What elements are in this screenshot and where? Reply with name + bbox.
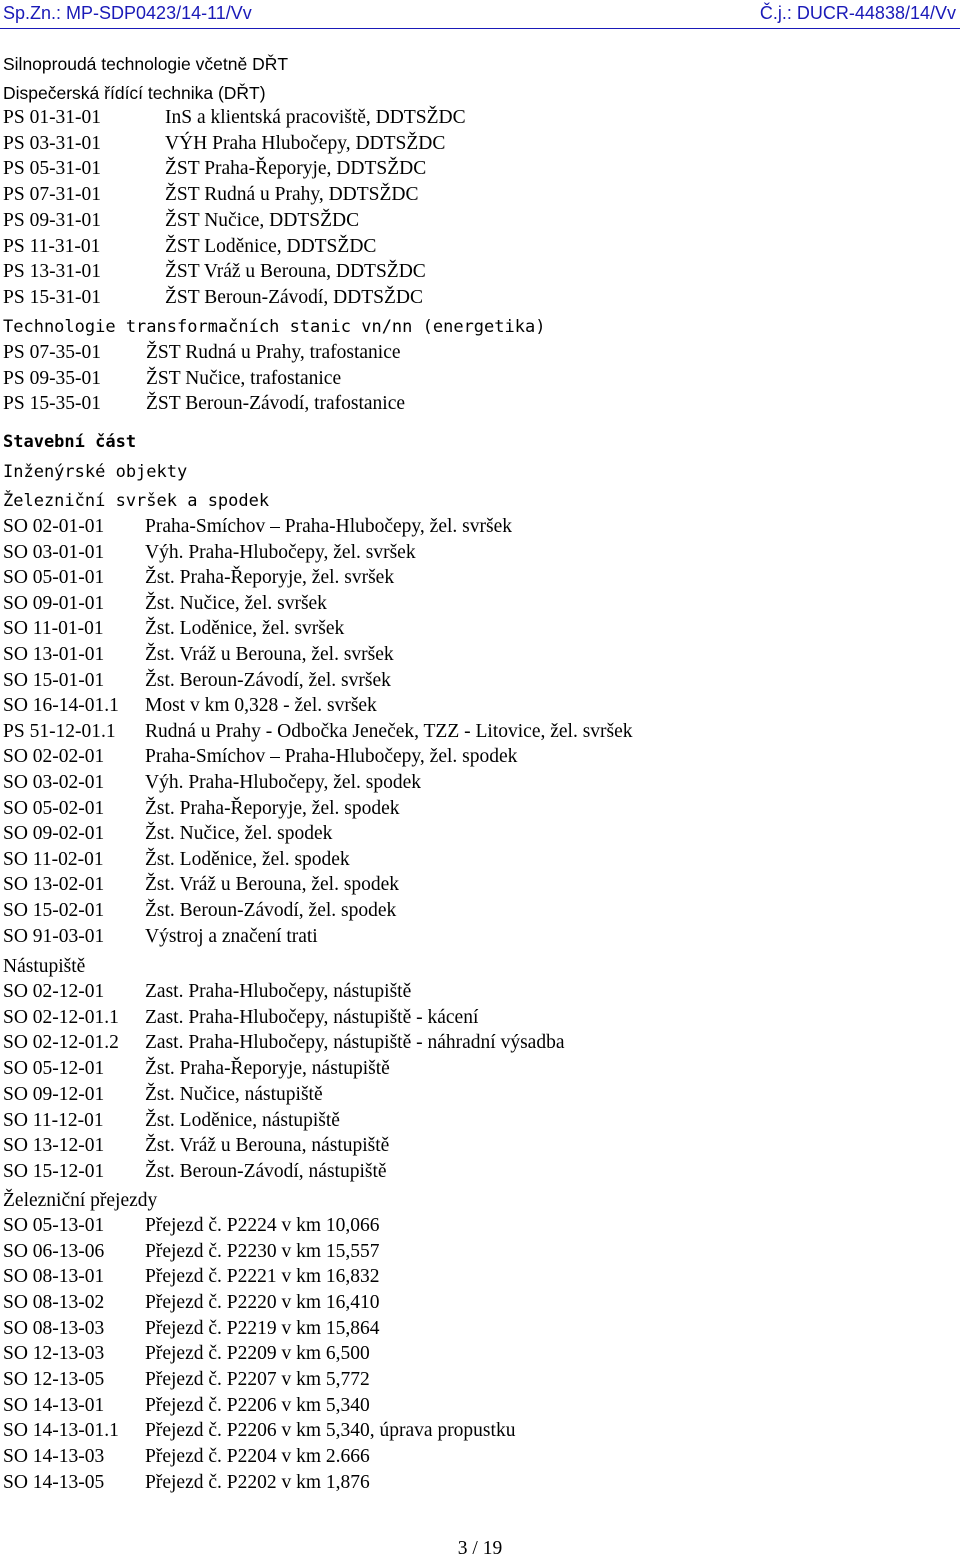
header-reference-number: Č.j.: DUCR-44838/14/Vv xyxy=(759,3,956,23)
item-code: SO 91-03-01 xyxy=(3,925,105,947)
item-description: Žst. Loděnice, žel. svršek xyxy=(145,618,345,640)
item-description: Zast. Praha-Hlubočepy, nástupiště xyxy=(145,981,412,1002)
item-code: SO 09-02-01 xyxy=(3,823,105,845)
item-code: SO 12-13-05 xyxy=(3,1368,105,1390)
item-code: SO 05-02-01 xyxy=(3,797,105,819)
item-code: SO 09-12-01 xyxy=(3,1083,105,1105)
item-code: PS 03-31-01 xyxy=(3,132,102,154)
item-code: PS 51-12-01.1 xyxy=(3,720,116,742)
item-description: Žst. Praha-Řeporyje, žel. svršek xyxy=(145,567,395,589)
item-description: Zast. Praha-Hlubočepy, nástupiště - kácení xyxy=(145,1006,479,1028)
item-code: PS 15-31-01 xyxy=(3,286,102,308)
item-code: SO 09-01-01 xyxy=(3,592,105,614)
item-description: Žst. Vráž u Berouna, nástupiště xyxy=(145,1135,390,1157)
item-code: SO 08-13-03 xyxy=(3,1317,105,1339)
item-code: SO 02-02-01 xyxy=(3,746,105,768)
item-code: PS 09-31-01 xyxy=(3,209,102,231)
page-number: 3 / 19 xyxy=(457,1538,503,1559)
item-description: ŽST Loděnice, DDTSŽDC xyxy=(165,235,377,257)
item-code: SO 14-13-01 xyxy=(3,1394,105,1416)
item-description: Žst. Loděnice, žel. spodek xyxy=(145,848,350,870)
item-description: Žst. Beroun-Závodí, žel. svršek xyxy=(145,669,391,691)
item-code: SO 05-01-01 xyxy=(3,567,105,589)
item-code: SO 08-13-02 xyxy=(3,1291,105,1313)
item-code: SO 11-12-01 xyxy=(3,1109,104,1131)
item-description: Žst. Nučice, nástupiště xyxy=(145,1083,323,1105)
item-code: PS 01-31-01 xyxy=(3,107,102,128)
item-code: PS 15-35-01 xyxy=(3,393,102,415)
item-code: SO 05-13-01 xyxy=(3,1215,105,1236)
item-code: PS 13-31-01 xyxy=(3,261,102,283)
item-description: Přejezd č. P2219 v km 15,864 xyxy=(145,1317,380,1339)
section-title: Technologie transformačních stanic vn/nn (energetika) xyxy=(3,317,546,337)
section-subtitle: Dispečerská řídící technika (DŘT) xyxy=(3,83,266,103)
item-description: ŽST Beroun-Závodí, DDTSŽDC xyxy=(165,286,423,308)
item-description: Přejezd č. P2220 v km 16,410 xyxy=(145,1291,380,1313)
item-description: ŽST Vráž u Berouna, DDTSŽDC xyxy=(165,261,426,283)
item-description: Žst. Beroun-Závodí, žel. spodek xyxy=(145,900,397,921)
item-description: Přejezd č. P2221 v km 16,832 xyxy=(145,1266,380,1288)
item-code: SO 02-12-01 xyxy=(3,981,105,1002)
item-description: ŽST Praha-Řeporyje, DDTSŽDC xyxy=(165,158,427,180)
header-file-number: Sp.Zn.: MP-SDP0423/14-11/Vv xyxy=(3,3,252,23)
item-description: Žst. Praha-Řeporyje, nástupiště xyxy=(145,1058,390,1080)
item-code: SO 14-13-05 xyxy=(3,1471,105,1493)
item-code: PS 07-31-01 xyxy=(3,184,102,206)
item-description: ŽST Rudná u Prahy, DDTSŽDC xyxy=(165,184,419,206)
item-description: Žst. Beroun-Závodí, nástupiště xyxy=(145,1160,387,1182)
section-title: Železniční svršek a spodek xyxy=(3,491,270,511)
item-code: SO 15-12-01 xyxy=(3,1160,105,1182)
item-description: Přejezd č. P2224 v km 10,066 xyxy=(145,1215,380,1236)
item-description: Žst. Nučice, žel. spodek xyxy=(145,823,333,845)
item-code: PS 05-31-01 xyxy=(3,158,102,180)
item-description: Žst. Vráž u Berouna, žel. svršek xyxy=(145,644,394,665)
section-title: Nástupiště xyxy=(3,956,86,977)
item-code: SO 05-12-01 xyxy=(3,1058,105,1080)
section-title: Silnoproudá technologie včetně DŘT xyxy=(3,54,289,74)
item-description: Přejezd č. P2206 v km 5,340, úprava propustku xyxy=(145,1420,516,1442)
item-description: Zast. Praha-Hlubočepy, nástupiště - náhradní výsadba xyxy=(145,1032,565,1054)
item-code: PS 11-31-01 xyxy=(3,235,101,257)
item-description: Výstroj a značení trati xyxy=(145,925,318,947)
item-description: Most v km 0,328 - žel. svršek xyxy=(145,695,377,717)
section-subtitle: Inženýrské objekty xyxy=(3,462,188,482)
item-code: SO 12-13-03 xyxy=(3,1343,105,1365)
item-code: SO 15-01-01 xyxy=(3,669,105,691)
section-title: Železniční přejezdy xyxy=(3,1190,158,1211)
item-code: SO 14-13-01.1 xyxy=(3,1420,119,1442)
item-code: SO 08-13-01 xyxy=(3,1266,105,1288)
item-description: Výh. Praha-Hlubočepy, žel. spodek xyxy=(145,772,421,793)
item-description: ŽST Nučice, trafostanice xyxy=(146,367,342,389)
item-description: Žst. Vráž u Berouna, žel. spodek xyxy=(145,874,400,896)
header-divider xyxy=(0,28,960,29)
item-code: SO 11-01-01 xyxy=(3,618,104,640)
item-code: SO 13-02-01 xyxy=(3,874,105,896)
item-description: InS a klientská pracoviště, DDTSŽDC xyxy=(165,107,466,128)
item-description: Výh. Praha-Hlubočepy, žel. svršek xyxy=(145,541,416,563)
item-code: SO 15-02-01 xyxy=(3,900,105,921)
item-description: VÝH Praha Hlubočepy, DDTSŽDC xyxy=(165,132,446,154)
item-code: SO 13-12-01 xyxy=(3,1135,105,1157)
item-description: Praha-Smíchov – Praha-Hlubočepy, žel. svršek xyxy=(145,516,512,537)
item-description: Praha-Smíchov – Praha-Hlubočepy, žel. spodek xyxy=(145,746,518,768)
item-code: SO 03-02-01 xyxy=(3,772,105,793)
item-description: Přejezd č. P2202 v km 1,876 xyxy=(145,1471,370,1493)
item-code: SO 02-12-01.1 xyxy=(3,1006,119,1028)
section-heading: Stavební část xyxy=(3,432,137,452)
item-description: Rudná u Prahy - Odbočka Jeneček, TZZ - Litovice, žel. svršek xyxy=(145,720,633,742)
item-code: SO 16-14-01.1 xyxy=(3,695,119,717)
item-description: Přejezd č. P2206 v km 5,340 xyxy=(145,1394,370,1416)
item-description: ŽST Rudná u Prahy, trafostanice xyxy=(146,342,401,363)
item-code: SO 03-01-01 xyxy=(3,541,105,563)
item-description: Přejezd č. P2207 v km 5,772 xyxy=(145,1368,370,1390)
item-description: Žst. Nučice, žel. svršek xyxy=(145,592,327,614)
item-code: PS 07-35-01 xyxy=(3,342,102,363)
item-code: SO 14-13-03 xyxy=(3,1445,105,1467)
item-code: SO 11-02-01 xyxy=(3,848,104,870)
item-description: Žst. Loděnice, nástupiště xyxy=(145,1109,340,1131)
item-code: SO 02-01-01 xyxy=(3,516,105,537)
item-description: Žst. Praha-Řeporyje, žel. spodek xyxy=(145,797,400,819)
item-description: ŽST Nučice, DDTSŽDC xyxy=(165,209,360,231)
item-description: ŽST Beroun-Závodí, trafostanice xyxy=(146,393,406,415)
item-description: Přejezd č. P2230 v km 15,557 xyxy=(145,1240,380,1262)
item-description: Přejezd č. P2204 v km 2.666 xyxy=(145,1445,370,1467)
item-code: SO 13-01-01 xyxy=(3,644,105,665)
item-description: Přejezd č. P2209 v km 6,500 xyxy=(145,1343,370,1365)
item-code: SO 02-12-01.2 xyxy=(3,1032,119,1054)
item-code: SO 06-13-06 xyxy=(3,1240,105,1262)
item-code: PS 09-35-01 xyxy=(3,367,102,389)
